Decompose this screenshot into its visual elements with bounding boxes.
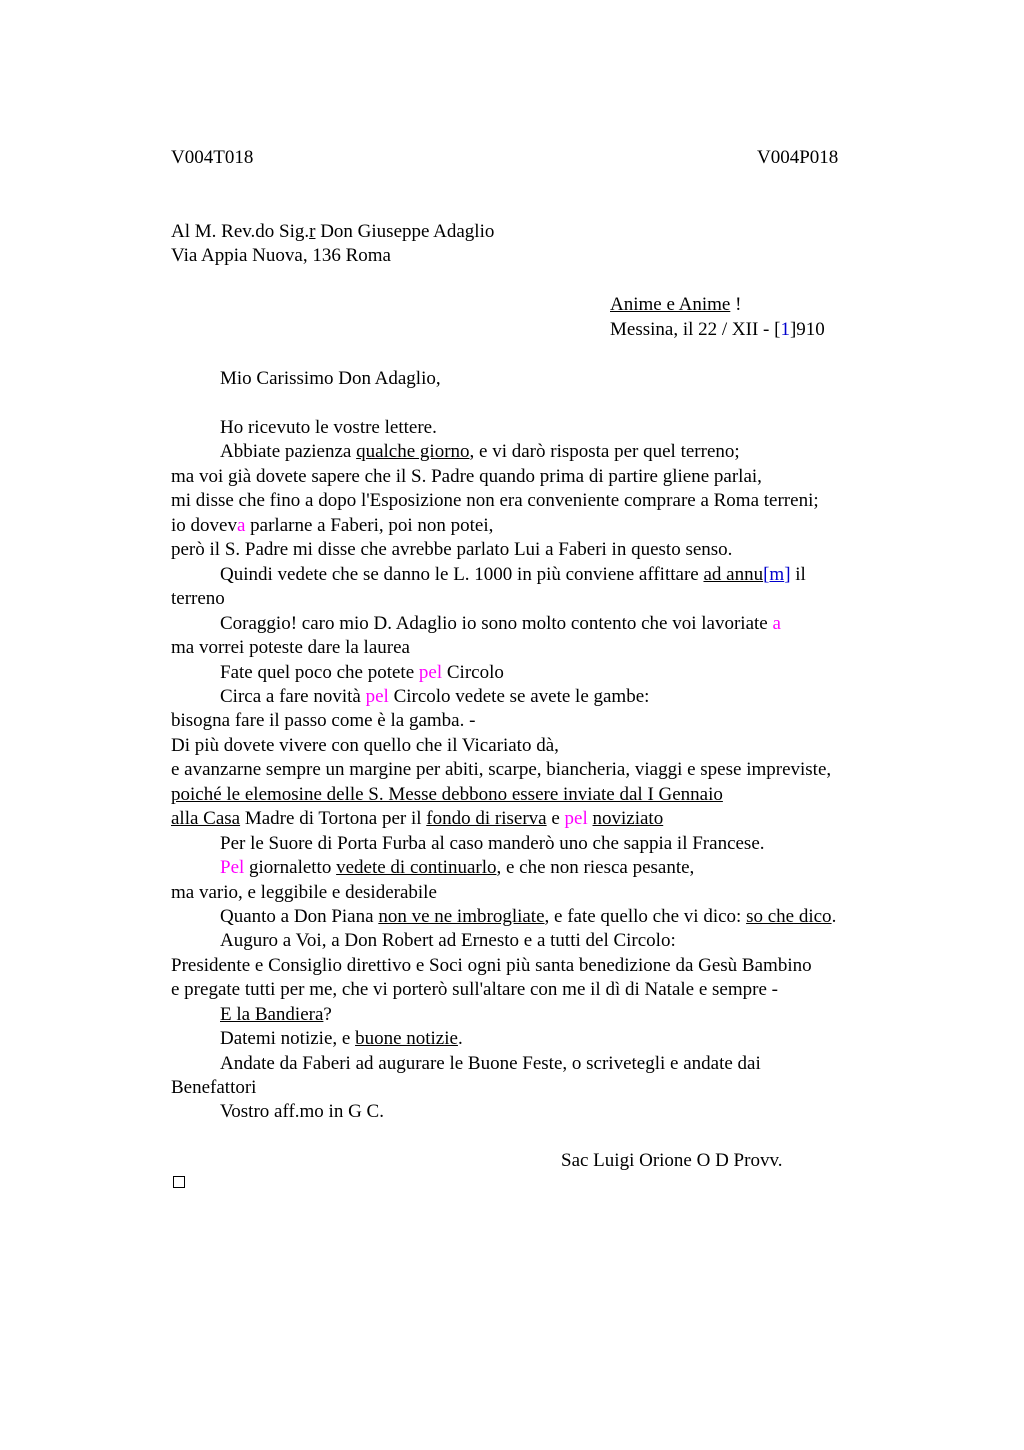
body-line: Auguro a Voi, a Don Robert ad Ernesto e a tutti del Circolo:	[220, 930, 676, 951]
body-line	[220, 612, 781, 636]
signature: Sac Luigi Orione O D Provv.	[561, 1150, 783, 1171]
text-run: parlarne a Faberi, poi non potei,	[245, 515, 494, 536]
body-line	[171, 807, 663, 831]
body-line: Di più dovete vivere con quello che il Vicariato dà,	[171, 735, 559, 756]
body-line: poiché le elemosine delle S. Messe debbono essere inviate dal I Gennaio	[171, 784, 723, 805]
text-run: Quindi vedete che se danno le L. 1000 in più conviene affittare	[220, 564, 704, 585]
motto-text: Anime e Anime	[610, 294, 731, 315]
bracket-insert: ]	[784, 564, 791, 585]
dateline-start: Messina, il 22 / XII - [	[610, 319, 781, 340]
underlined-text: E la Bandiera	[220, 1004, 324, 1025]
underlined-text: non ve ne imbrogliate	[378, 906, 545, 927]
underlined-text: ad annu	[703, 564, 764, 585]
document-code-left: V004T018	[171, 147, 254, 168]
body-line: Ho ricevuto le vostre lettere.	[220, 417, 437, 438]
text-run: il	[790, 564, 806, 585]
underlined-text: so che dico	[746, 906, 832, 927]
underlined-text: buone notizie	[355, 1028, 458, 1049]
dateline-insert: 1	[780, 319, 790, 340]
text-run: , e vi darò risposta per quel terreno;	[469, 441, 740, 462]
underlined-text: qualche giorno	[356, 441, 470, 462]
text-run: Circa a fare novità	[220, 686, 366, 707]
dateline	[610, 318, 825, 342]
address-line-2: Via Appia Nuova, 136 Roma	[171, 245, 391, 266]
text-run: Circolo	[442, 662, 504, 683]
closing: Vostro aff.mo in G C.	[220, 1101, 384, 1122]
underlined-text: fondo di riserva	[426, 808, 547, 829]
body-line	[220, 440, 740, 464]
text-run: e	[546, 808, 565, 829]
end-marker-square-icon	[173, 1176, 185, 1188]
editorial-insert: pel	[564, 808, 588, 829]
document-code-right: V004P018	[757, 147, 839, 168]
text-run: Circolo vedete se avete le gambe:	[388, 686, 650, 707]
body-line: Per le Suore di Porta Furba al caso manderò uno che sappia il Francese.	[220, 833, 765, 854]
body-line: terreno	[171, 588, 225, 609]
editorial-insert: a	[236, 515, 246, 536]
text-run: Fate quel poco che potete	[220, 662, 419, 683]
text-run: Abbiate pazienza	[220, 441, 357, 462]
bracket-insert: [	[763, 564, 770, 585]
body-line: ma vario, e leggibile e desiderabile	[171, 882, 437, 903]
body-line: ma voi già dovete sapere che il S. Padre quando prima di partire gliene parlai,	[171, 466, 762, 487]
address-recipient-name: Don Giuseppe Adaglio	[315, 221, 495, 242]
dateline-end: ]910	[789, 319, 825, 340]
text-run: io dovev	[171, 515, 237, 536]
body-line: mi disse che fino a dopo l'Esposizione non era conveniente comprare a Roma terreni;	[171, 490, 819, 511]
body-line: e avanzarne sempre un margine per abiti, scarpe, biancheria, viaggi e spese impreviste,	[171, 759, 832, 780]
underlined-text: alla Casa	[171, 808, 241, 829]
body-line: però il S. Padre mi disse che avrebbe parlato Lui a Faberi in questo senso.	[171, 539, 733, 560]
address-line-1	[171, 220, 494, 244]
body-line	[220, 856, 694, 880]
body-line	[220, 685, 649, 709]
address-recipient-superscript: r	[309, 221, 316, 242]
bracket-insert: m	[769, 564, 785, 585]
underlined-text: noviziato	[592, 808, 664, 829]
text-run: , e che non riesca pesante,	[496, 857, 695, 878]
text-run: ?	[323, 1004, 332, 1025]
body-line: Benefattori	[171, 1077, 257, 1098]
editorial-insert: a	[772, 613, 781, 634]
body-line: bisogna fare il passo come è la gamba. -	[171, 710, 476, 731]
body-line	[171, 514, 493, 538]
underlined-text: vedete di continuarlo	[336, 857, 497, 878]
body-line	[220, 1027, 463, 1051]
body-line	[220, 905, 836, 929]
text-run: .	[831, 906, 837, 927]
address-recipient-title: Al M. Rev.do Sig.	[171, 221, 310, 242]
text-run: , e fate quello che vi dico:	[544, 906, 747, 927]
editorial-insert: pel	[365, 686, 389, 707]
body-line: Presidente e Consiglio direttivo e Soci ogni più santa benedizione da Gesù Bambino	[171, 955, 812, 976]
editorial-insert: Pel	[220, 857, 245, 878]
editorial-insert: pel	[418, 662, 443, 683]
motto-suffix: !	[730, 294, 742, 315]
text-run: Quanto a Don Piana	[220, 906, 379, 927]
text-run: giornaletto	[244, 857, 337, 878]
text-run: .	[457, 1028, 463, 1049]
text-run: Coraggio! caro mio D. Adaglio io sono molto contento che voi lavoriate	[220, 613, 773, 634]
body-line	[220, 661, 504, 685]
salutation: Mio Carissimo Don Adaglio,	[220, 368, 441, 389]
body-line	[220, 1003, 332, 1027]
body-line: Andate da Faberi ad augurare le Buone Feste, o scrivetegli e andate dai	[220, 1053, 761, 1074]
text-run: Madre di Tortona per il	[240, 808, 427, 829]
text-run: Datemi notizie, e	[220, 1028, 356, 1049]
body-line	[220, 563, 806, 587]
body-line: ma vorrei poteste dare la laurea	[171, 637, 410, 658]
body-line: e pregate tutti per me, che vi porterò sull'altare con me il dì di Natale e sempre -	[171, 979, 778, 1000]
motto	[610, 293, 741, 317]
